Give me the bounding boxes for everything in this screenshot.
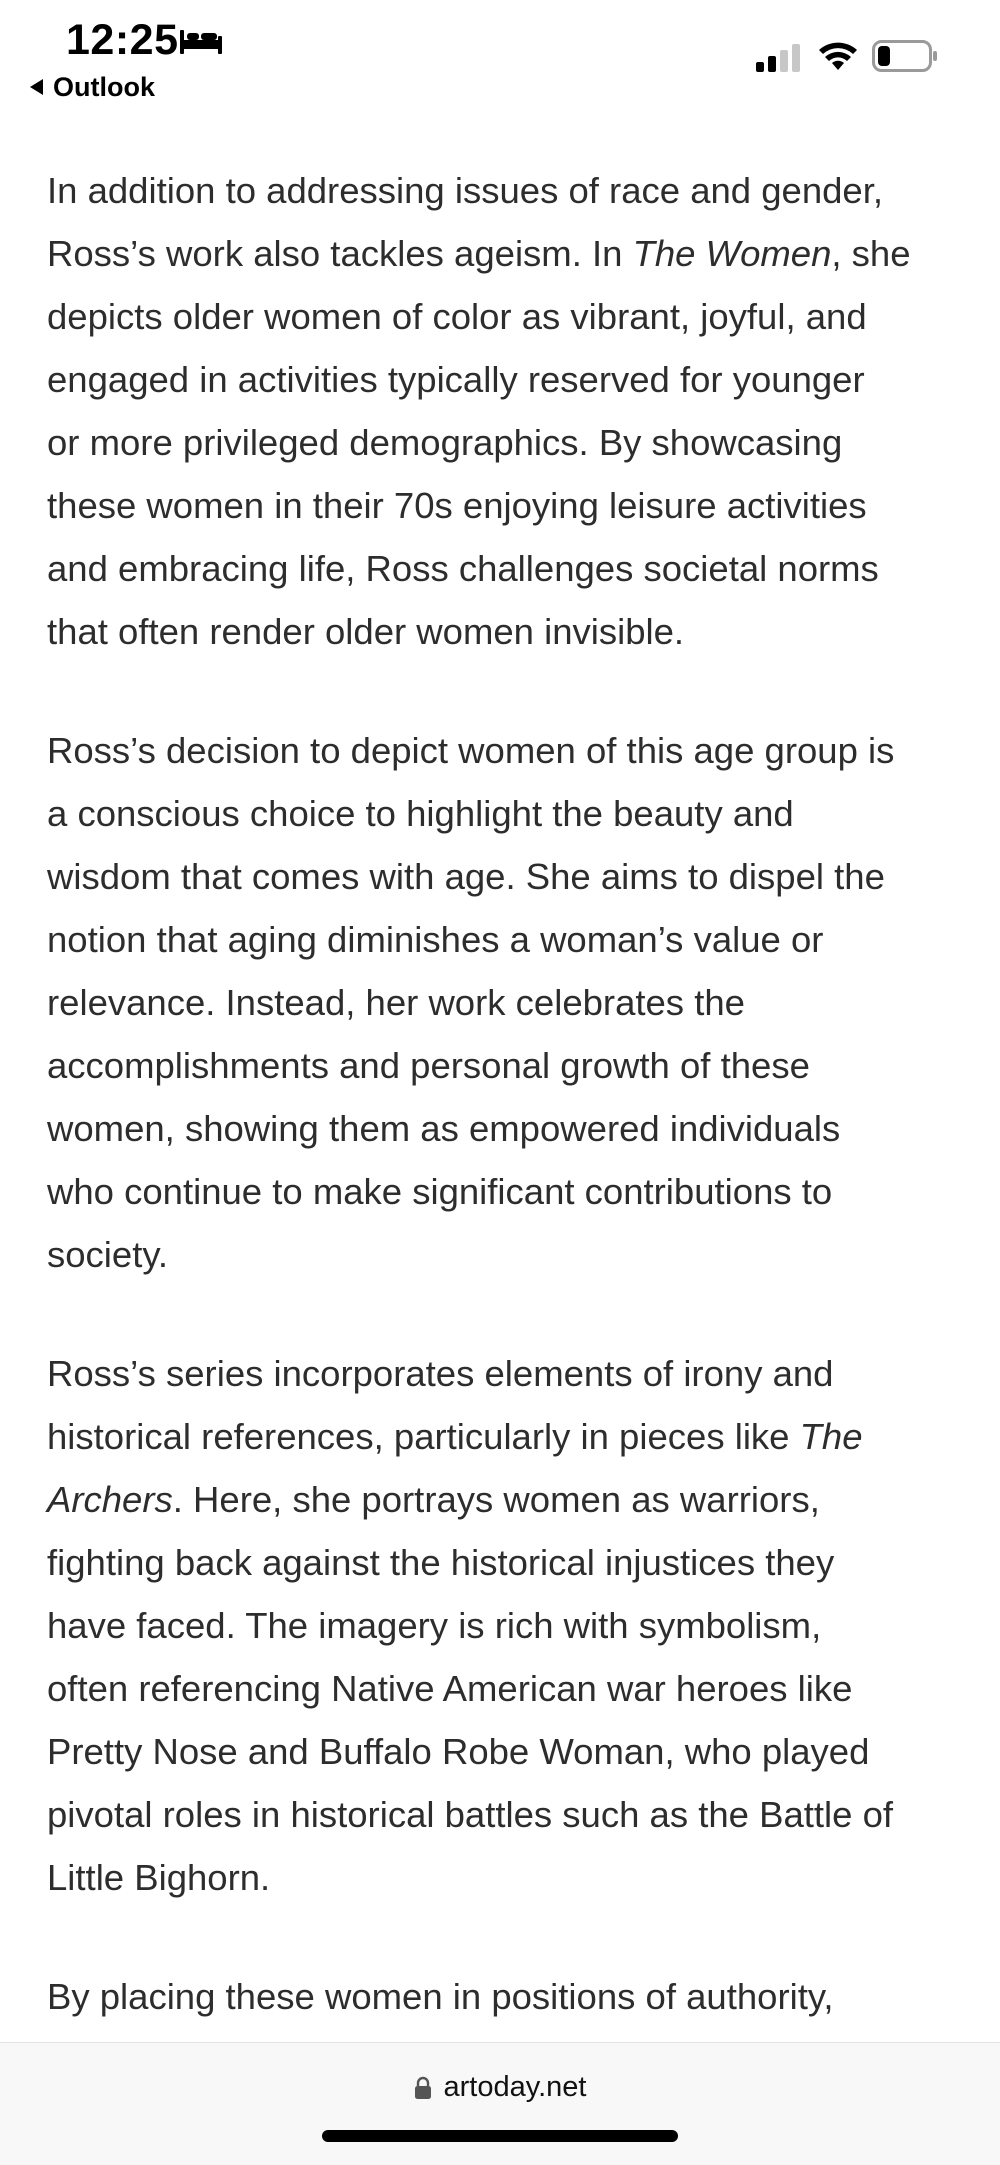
url-bar[interactable] (0, 2071, 1000, 2104)
paragraph-line (47, 719, 947, 782)
paragraph-line (47, 1468, 947, 1531)
paragraph-line (47, 600, 947, 663)
paragraph-line (47, 1097, 947, 1160)
paragraph-line (47, 1783, 947, 1846)
paragraph-line (47, 159, 947, 222)
text-run: pivotal roles in historical battles such as the Battle of (47, 1794, 894, 1835)
paragraph-line (47, 537, 947, 600)
text-run: engaged in activities typically reserved for younger (47, 359, 865, 400)
text-run: Ross’s series incorporates elements of irony and (47, 1353, 834, 1394)
text-run: Little Bighorn. (47, 1857, 271, 1898)
paragraph-line (47, 222, 947, 285)
text-run: accomplishments and personal growth of these (47, 1045, 810, 1086)
paragraph-line (47, 285, 947, 348)
status-bar (0, 0, 1000, 110)
paragraph-line (47, 1531, 947, 1594)
text-run: historical references, particularly in pieces like (47, 1416, 800, 1457)
text-run: Pretty Nose and Buffalo Robe Woman, who played (47, 1731, 870, 1772)
article-body (47, 159, 947, 2084)
text-run: Ross’s work also tackles ageism. In (47, 233, 633, 274)
paragraph-line (47, 845, 947, 908)
text-run: or more privileged demographics. By showcasing (47, 422, 843, 463)
paragraph-line (47, 1846, 947, 1909)
article-paragraph (47, 1342, 947, 1909)
status-time: 12:25 (66, 16, 179, 64)
lock-icon (414, 2076, 432, 2100)
back-app-label: Outlook (53, 71, 155, 102)
paragraph-line (47, 908, 947, 971)
text-run: that often render older women invisible. (47, 611, 685, 652)
text-run: often referencing Native American war heroes like (47, 1668, 853, 1709)
text-run: fighting back against the historical injustices they (47, 1542, 835, 1583)
article-paragraph (47, 719, 947, 1286)
paragraph-line (47, 1594, 947, 1657)
wifi-icon (818, 40, 858, 72)
article-paragraph (47, 159, 947, 663)
back-arrow-icon (30, 79, 43, 95)
text-run: have faced. The imagery is rich with symbolism, (47, 1605, 822, 1646)
text-run: women, showing them as empowered individuals (47, 1108, 841, 1149)
paragraph-line (47, 1160, 947, 1223)
cellular-signal-icon (756, 44, 806, 72)
back-to-app-link[interactable] (30, 70, 155, 104)
paragraph-line (47, 1657, 947, 1720)
article-paragraph (47, 1965, 947, 2028)
text-run: who continue to make significant contributions to (47, 1171, 833, 1212)
paragraph-line (47, 1965, 947, 2028)
paragraph-line (47, 782, 947, 845)
text-run: and embracing life, Ross challenges societal norms (47, 548, 879, 589)
text-run: these women in their 70s enjoying leisure activities (47, 485, 867, 526)
text-run: depicts older women of color as vibrant, joyful, and (47, 296, 867, 337)
paragraph-line (47, 411, 947, 474)
paragraph-line (47, 1223, 947, 1286)
text-run: In addition to addressing issues of race and gender, (47, 170, 884, 211)
italic-title: Archers (47, 1479, 173, 1520)
battery-icon (872, 40, 938, 72)
text-run: , she (831, 233, 911, 274)
paragraph-line (47, 1034, 947, 1097)
home-indicator[interactable] (322, 2130, 678, 2142)
text-run: society. (47, 1234, 169, 1275)
italic-title: The Women (632, 233, 832, 274)
text-run: relevance. Instead, her work celebrates the (47, 982, 745, 1023)
paragraph-line (47, 474, 947, 537)
text-run: By placing these women in positions of authority, (47, 1976, 834, 2017)
paragraph-line (47, 1405, 947, 1468)
browser-bottom-bar (0, 2042, 1000, 2165)
italic-title: The (799, 1416, 863, 1457)
text-run: notion that aging diminishes a woman’s value or (47, 919, 824, 960)
paragraph-line (47, 1720, 947, 1783)
url-text: artoday.net (443, 2071, 587, 2103)
text-run: a conscious choice to highlight the beauty and (47, 793, 794, 834)
text-run: wisdom that comes with age. She aims to dispel the (47, 856, 885, 897)
paragraph-line (47, 971, 947, 1034)
bed-icon (178, 28, 224, 56)
paragraph-line (47, 348, 947, 411)
paragraph-line (47, 1342, 947, 1405)
text-run: Ross’s decision to depict women of this age group is (47, 730, 895, 771)
text-run: . Here, she portrays women as warriors, (172, 1479, 820, 1520)
